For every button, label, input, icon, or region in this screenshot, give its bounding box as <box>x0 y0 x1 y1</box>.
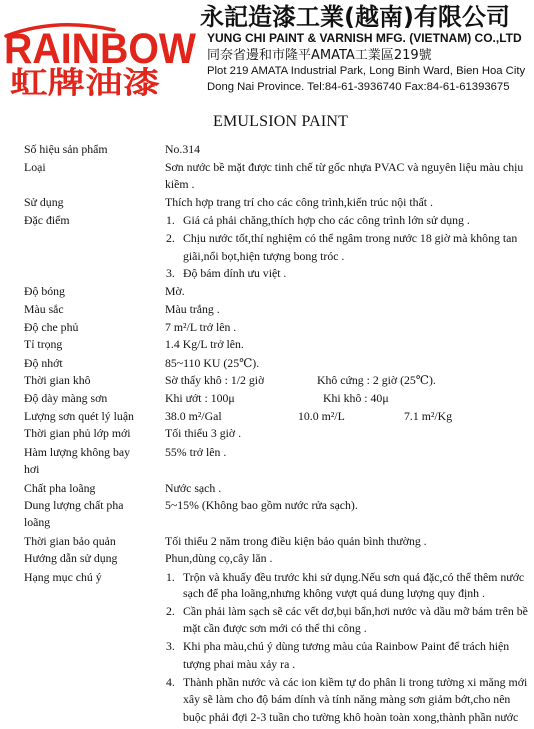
spec-label-color: Màu sắc <box>24 302 64 316</box>
feature-item-number: 2. <box>166 231 175 245</box>
spec-value-dry-thickness: Khi khô : 40μ <box>323 391 389 405</box>
logo-wordmark: RAINBOW <box>4 25 197 73</box>
spec-value-thinning-ratio: 5~15% (Không bao gồm nước rửa sạch). <box>165 498 358 512</box>
feature-item-text: Chịu nước tốt,thí nghiệm có thể ngâm trong nước 18 giờ mà không tan <box>183 231 518 245</box>
feature-item-text: Giá cả phải chăng,thích hợp cho các công trình lớn sử dụng . <box>183 213 470 227</box>
precaution-item-text: Trộn và khuấy đều trước khi sử dụng.Nếu sơn quá đặc,có thể thêm nước <box>183 570 525 584</box>
company-name-english: YUNG CHI PAINT & VARNISH MFG. (VIETNAM) CO.,LTD <box>207 31 522 45</box>
spec-value-type-line: kiềm . <box>165 177 195 191</box>
precaution-item-text: Thành phần nước và các ion kiềm tự do phân li trong tường xi măng mới <box>183 675 528 689</box>
precaution-item-text: tượng phai màu xảy ra . <box>183 657 296 671</box>
precaution-item-text: Khi pha màu,chú ý dùng tương màu của Rainbow Paint để trách hiện <box>183 639 510 653</box>
feature-item-number: 3. <box>166 266 175 280</box>
spec-value-viscosity: 85~110 KU (25℃). <box>165 356 260 370</box>
spec-value-usage: Thích hợp trang trí cho các công trình,kiến trúc nội thất . <box>165 195 433 209</box>
precaution-item-text: mặt cần được sơn mới có thể thi công . <box>183 621 367 635</box>
spec-label-recoat-time: Thời gian phủ lớp mới <box>24 426 131 440</box>
precaution-item-number: 2. <box>166 604 175 618</box>
feature-item-number: 1. <box>166 213 175 227</box>
spec-label-product-number: Số hiệu sản phẩm <box>24 142 108 156</box>
spec-value-spread-per-gal: 38.0 m²/Gal <box>165 409 222 423</box>
spec-value-application: Phun,dùng cọ,cây lăn . <box>165 551 273 565</box>
logo-chinese-wordmark: 虹牌油漆 <box>10 66 160 101</box>
spec-value-product-number: No.314 <box>165 142 201 156</box>
spec-label-solids-content: hơi <box>24 462 40 476</box>
precaution-item-text: Cần phải làm sạch sẽ các vết dơ,bụi bẩn,hơi nước và dầu mỡ bám trên bề <box>183 604 528 618</box>
spec-label-usage: Sử dụng <box>24 195 64 209</box>
spec-label-solids-content: Hàm lượng không bay <box>24 445 131 459</box>
precaution-item-number: 3. <box>166 639 175 653</box>
company-address-chinese: 同奈省邊和市隆平AMATA工業區219號 <box>207 48 432 63</box>
spec-label-coverage: Độ che phủ <box>24 320 79 334</box>
spec-label-film-thickness: Độ dày màng sơn <box>24 391 108 405</box>
spec-label-type: Loại <box>24 160 46 174</box>
spec-value-solids-content: 55% trở lên . <box>165 445 227 459</box>
spec-value-coverage: 7 m²/L trở lên . <box>165 320 237 334</box>
spec-value-type-line: Sơn nước bề mặt được tinh chế từ gốc nhựa PVAC và nguyên liệu màu chịu <box>165 160 524 174</box>
spec-label-precautions: Hạng mục chú ý <box>24 570 102 584</box>
spec-label-thinning-ratio: loãng <box>24 515 51 529</box>
spec-value-thinner: Nước sạch . <box>165 481 222 495</box>
spec-value-density: 1.4 Kg/L trở lên. <box>165 337 244 351</box>
company-address-line1: Plot 219 AMATA Industrial Park, Long Binh Ward, Bien Hoa City <box>207 65 526 77</box>
precaution-item-number: 4. <box>166 675 175 689</box>
spec-value-hard-dry: Khô cứng : 2 giờ (25℃). <box>317 373 436 387</box>
spec-label-viscosity: Độ nhớt <box>24 356 63 370</box>
spec-label-shelf-life: Thời gian bảo quản <box>24 534 116 548</box>
spec-value-color: Màu trắng . <box>165 302 220 316</box>
feature-item-text: giãi,nổi bọt,hiện tượng bong tróc . <box>183 249 345 263</box>
spec-value-shelf-life: Tối thiểu 2 năm trong điều kiện bảo quản bình thường . <box>165 534 427 548</box>
precaution-item-text: buộc phải đợi 2-3 tuần cho tường khô hoàn toàn xong,thành phần nước <box>183 710 519 724</box>
spec-label-thinning-ratio: Dung lượng chất pha <box>24 498 124 512</box>
precaution-item-number: 1. <box>166 570 175 584</box>
feature-item-text: Độ bám dính ưu việt . <box>183 266 287 280</box>
spec-label-drying-time: Thời gian khô <box>24 373 91 387</box>
spec-label-spread-rate: Lượng sơn quét lý luận <box>24 409 134 423</box>
spec-value-wet-thickness: Khi ướt : 100μ <box>165 391 235 405</box>
spec-value-spread-per-liter: 10.0 m²/L <box>298 409 345 423</box>
precaution-item-text: xây sẽ làm cho độ bám dính và tính năng màng sơn giảm bớt,cho nên <box>183 692 511 706</box>
company-name-chinese: 永記造漆工業(越南)有限公司 <box>200 3 510 31</box>
document-title: EMULSION PAINT <box>213 113 349 130</box>
spec-value-gloss: Mờ. <box>165 284 185 298</box>
company-info <box>200 0 534 100</box>
company-address-line2: Dong Nai Province. Tel:84-61-3936740 Fax:84-61-61393675 <box>207 81 510 93</box>
precaution-item-text: sạch để pha loãng,nhưng không vượt quá dung lượng quy định . <box>183 586 485 600</box>
spec-label-features: Đặc điểm <box>24 213 70 227</box>
spec-label-application: Hướng dẫn sử dụng <box>24 551 118 565</box>
spec-label-gloss: Độ bóng <box>24 284 65 298</box>
spec-label-thinner: Chất pha loãng <box>24 481 96 495</box>
spec-value-recoat-time: Tối thiểu 3 giờ . <box>165 426 242 440</box>
spec-label-density: Tỉ trọng <box>24 337 63 351</box>
spec-value-spread-per-kg: 7.1 m²/Kg <box>404 409 453 423</box>
spec-value-touch-dry: Sờ thấy khô : 1/2 giờ <box>165 373 265 387</box>
rainbow-logo <box>0 0 200 104</box>
